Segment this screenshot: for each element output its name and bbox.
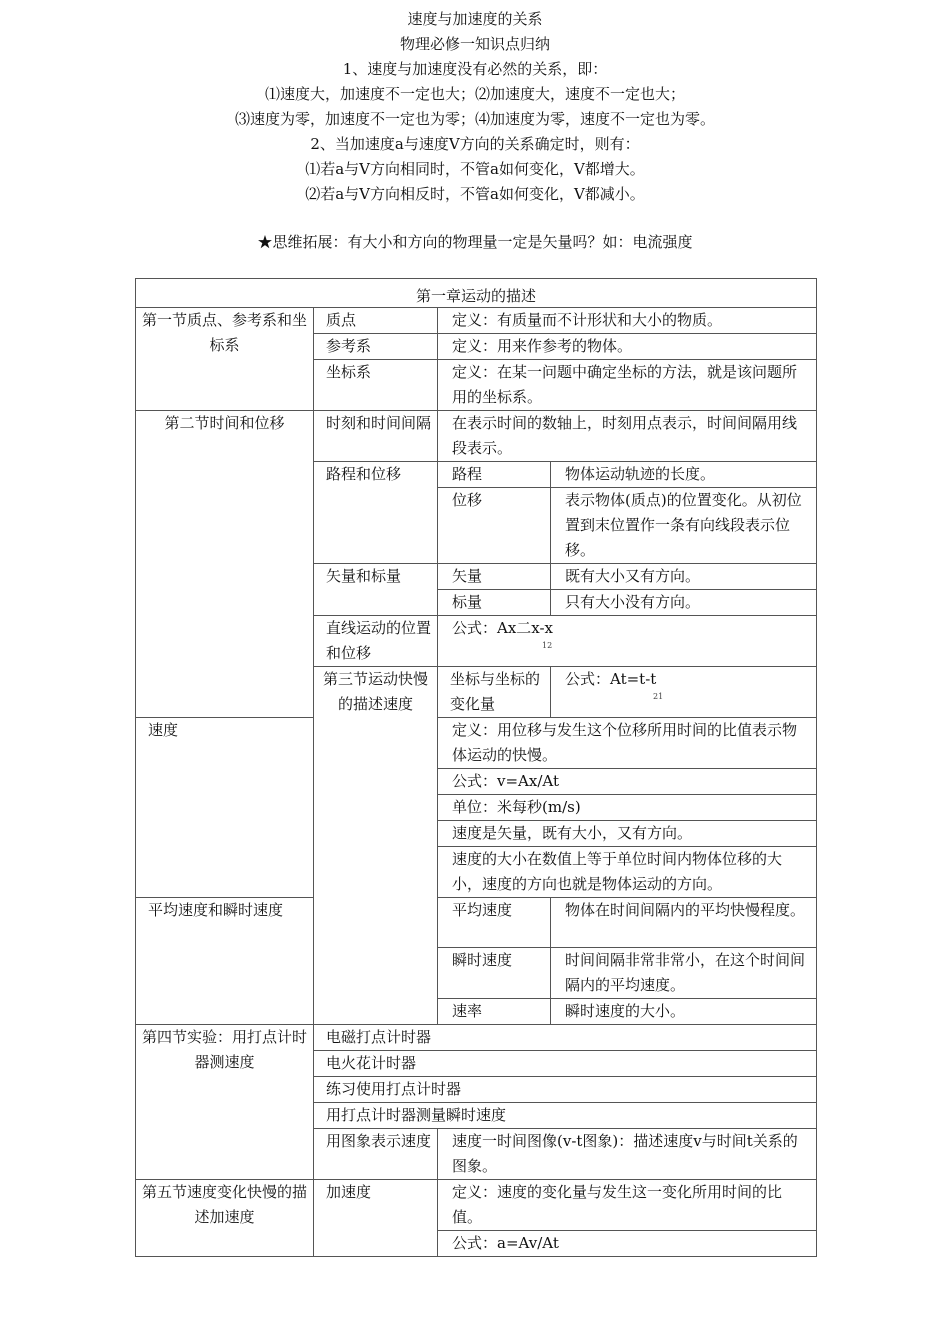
definition-cell: 定义：用位移与发生这个位移所用时间的比值表示物体运动的快慢。 [438, 718, 817, 769]
topic-cell: 路程和位移 [314, 462, 438, 564]
text-line: ⑵若a与V方向相反时，不管a如何变化，V都减小。 [305, 185, 645, 203]
text-line: ⑴若a与V方向相同时，不管a如何变化，V都增大。 [305, 160, 645, 178]
definition-cell: 速度一时间图像(v-t图象)：描述速度v与时间t关系的图象。 [438, 1129, 817, 1180]
formula-cell [438, 616, 817, 667]
topic-cell: 坐标与坐标的变化量 [438, 667, 551, 718]
definition-cell: 瞬时速度的大小。 [551, 999, 817, 1025]
topic-cell: 速度 [136, 718, 314, 898]
text-line: ⑴速度大，加速度不一定也大；⑵加速度大，速度不一定也大； [264, 85, 685, 103]
topic-cell: 平均速度和瞬时速度 [136, 898, 314, 1025]
topic-cell: 直线运动的位置和位移 [314, 616, 438, 667]
text-line: 2、当加速度a与速度V方向的关系确定时，则有： [310, 135, 640, 153]
definition-cell: 时间间隔非常非常小，在这个时间间隔内的平均速度。 [551, 948, 817, 999]
list-item: 用打点计时器测量瞬时速度 [314, 1103, 817, 1129]
doc-subtitle: 物理必修一知识点归纳 [399, 35, 550, 53]
note-cell: 速度的大小在数值上等于单位时间内物体位移的大小，速度的方向也就是物体运动的方向。 [438, 847, 817, 898]
section-4: 第四节实验：用打点计时器测速度 [136, 1025, 314, 1180]
definition-cell: 定义：有质量而不计形状和大小的物质。 [438, 308, 817, 334]
section-3: 第三节运动快慢的描述速度 [314, 667, 438, 1025]
section-5: 第五节速度变化快慢的描述加速度 [136, 1180, 314, 1257]
topic-cell: 加速度 [314, 1180, 438, 1257]
doc-title: 速度与加速度的关系 [407, 10, 543, 28]
formula-text: 公式：Ax二x-x [452, 619, 554, 637]
topic-cell: 矢量和标量 [314, 564, 438, 616]
term-cell: 路程 [438, 462, 551, 488]
term-cell: 速率 [438, 999, 551, 1025]
term-cell: 标量 [438, 590, 551, 616]
section-1: 第一节质点、参考系和坐标系 [136, 308, 314, 411]
formula-cell: 公式：v=Ax/At [438, 769, 817, 795]
formula-subscript: 12 [542, 641, 553, 650]
unit-cell: 单位：米每秒(m/s) [438, 795, 817, 821]
definition-cell: 物体运动轨迹的长度。 [551, 462, 817, 488]
chapter-title: 第一章运动的描述 [136, 279, 817, 308]
formula-cell [551, 667, 817, 718]
definition-cell: 表示物体(质点)的位置变化。从初位置到末位置作一条有向线段表示位移。 [551, 488, 817, 564]
note-cell: 速度是矢量，既有大小，又有方向。 [438, 821, 817, 847]
term-cell: 矢量 [438, 564, 551, 590]
definition-cell: 定义：在某一问题中确定坐标的方法，就是该问题所用的坐标系。 [438, 360, 817, 411]
section-2: 第二节时间和位移 [136, 411, 314, 718]
topic-cell: 坐标系 [314, 360, 438, 411]
definition-cell: 只有大小没有方向。 [551, 590, 817, 616]
text-line: ⑶速度为零，加速度不一定也为零；⑷加速度为零，速度不一定也为零。 [234, 110, 715, 128]
formula-text: 公式：At=t-t [565, 670, 657, 688]
formula-cell: 公式：a=Av/At [438, 1231, 817, 1257]
term-cell: 平均速度 [438, 898, 551, 948]
definition-cell: 定义：用来作参考的物体。 [438, 334, 817, 360]
formula-subscript: 21 [653, 692, 664, 701]
topic-cell: 时刻和时间间隔 [314, 411, 438, 462]
term-cell: 位移 [438, 488, 551, 564]
definition-cell: 定义：速度的变化量与发生这一变化所用时间的比值。 [438, 1180, 817, 1231]
list-item: 电火花计时器 [314, 1051, 817, 1077]
knowledge-table [135, 278, 817, 1257]
topic-cell: 质点 [314, 308, 438, 334]
thinking-note: ★思维拓展：有大小和方向的物理量一定是矢量吗？如：电流强度 [257, 233, 693, 251]
topic-cell: 参考系 [314, 334, 438, 360]
term-cell: 瞬时速度 [438, 948, 551, 999]
list-item: 练习使用打点计时器 [314, 1077, 817, 1103]
definition-cell: 既有大小又有方向。 [551, 564, 817, 590]
definition-cell: 在表示时间的数轴上，时刻用点表示，时间间隔用线段表示。 [438, 411, 817, 462]
definition-cell: 物体在时间间隔内的平均快慢程度。 [551, 898, 817, 948]
topic-cell: 用图象表示速度 [314, 1129, 438, 1180]
list-item: 电磁打点计时器 [314, 1025, 817, 1051]
text-line: 1、速度与加速度没有必然的关系，即： [342, 60, 608, 78]
